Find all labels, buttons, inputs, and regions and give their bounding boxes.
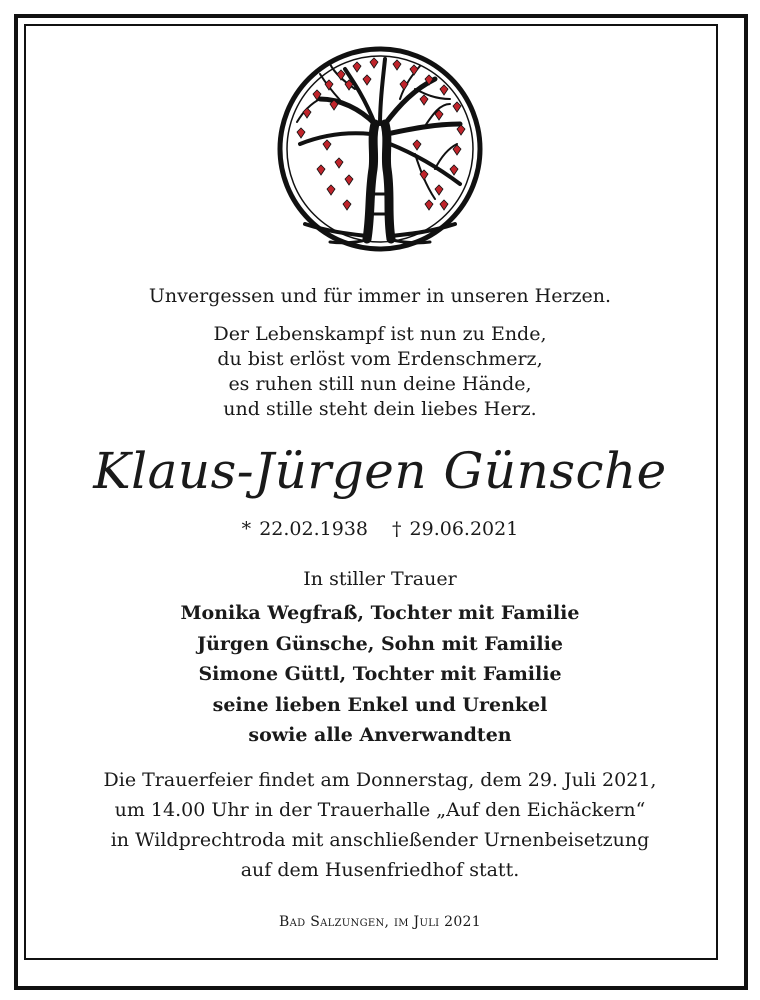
death-date: † 29.06.2021 [392, 518, 519, 540]
mourner-line: sowie alle Anverwandten [248, 724, 512, 746]
poem-line: du bist erlöst vom Erdenschmerz, [217, 348, 543, 370]
mourning-heading: In stiller Trauer [303, 568, 457, 590]
mourner-line: seine lieben Enkel und Urenkel [212, 693, 548, 716]
mourner-line: Monika Wegfraß, Tochter mit Familie [180, 602, 580, 624]
birth-date: * 22.02.1938 [241, 518, 368, 540]
mourner-line: Simone Güttl, Tochter mit Familie [198, 663, 562, 685]
service-line: in Wildprechtroda mit anschließender Urnenbeisetzung [110, 829, 650, 851]
poem-line: Der Lebenskampf ist nun zu Ende, [213, 323, 547, 345]
service-announcement [0, 765, 760, 885]
place-and-date: Bad Salzungen, im Juli 2021 [279, 914, 481, 930]
service-line: um 14.00 Uhr in der Trauerhalle „Auf den Eichäckern“ [114, 799, 646, 821]
deceased-name: Klaus-Jürgen Günsche [93, 442, 667, 500]
poem-line: es ruhen still nun deine Hände, [228, 373, 532, 395]
mourner-line: Jürgen Günsche, Sohn mit Familie [197, 632, 563, 655]
service-line: auf dem Husenfriedhof statt. [240, 859, 520, 881]
motto: Unvergessen und für immer in unseren Herzen. [148, 285, 612, 307]
service-line: Die Trauerfeier findet am Donnerstag, dem 29. Juli 2021, [103, 769, 657, 791]
mourners-list [0, 598, 760, 751]
poem [0, 322, 760, 422]
tree-of-life-with-hearts-icon [275, 44, 485, 254]
life-dates [0, 516, 760, 542]
poem-line: und stille steht dein liebes Herz. [223, 398, 537, 420]
